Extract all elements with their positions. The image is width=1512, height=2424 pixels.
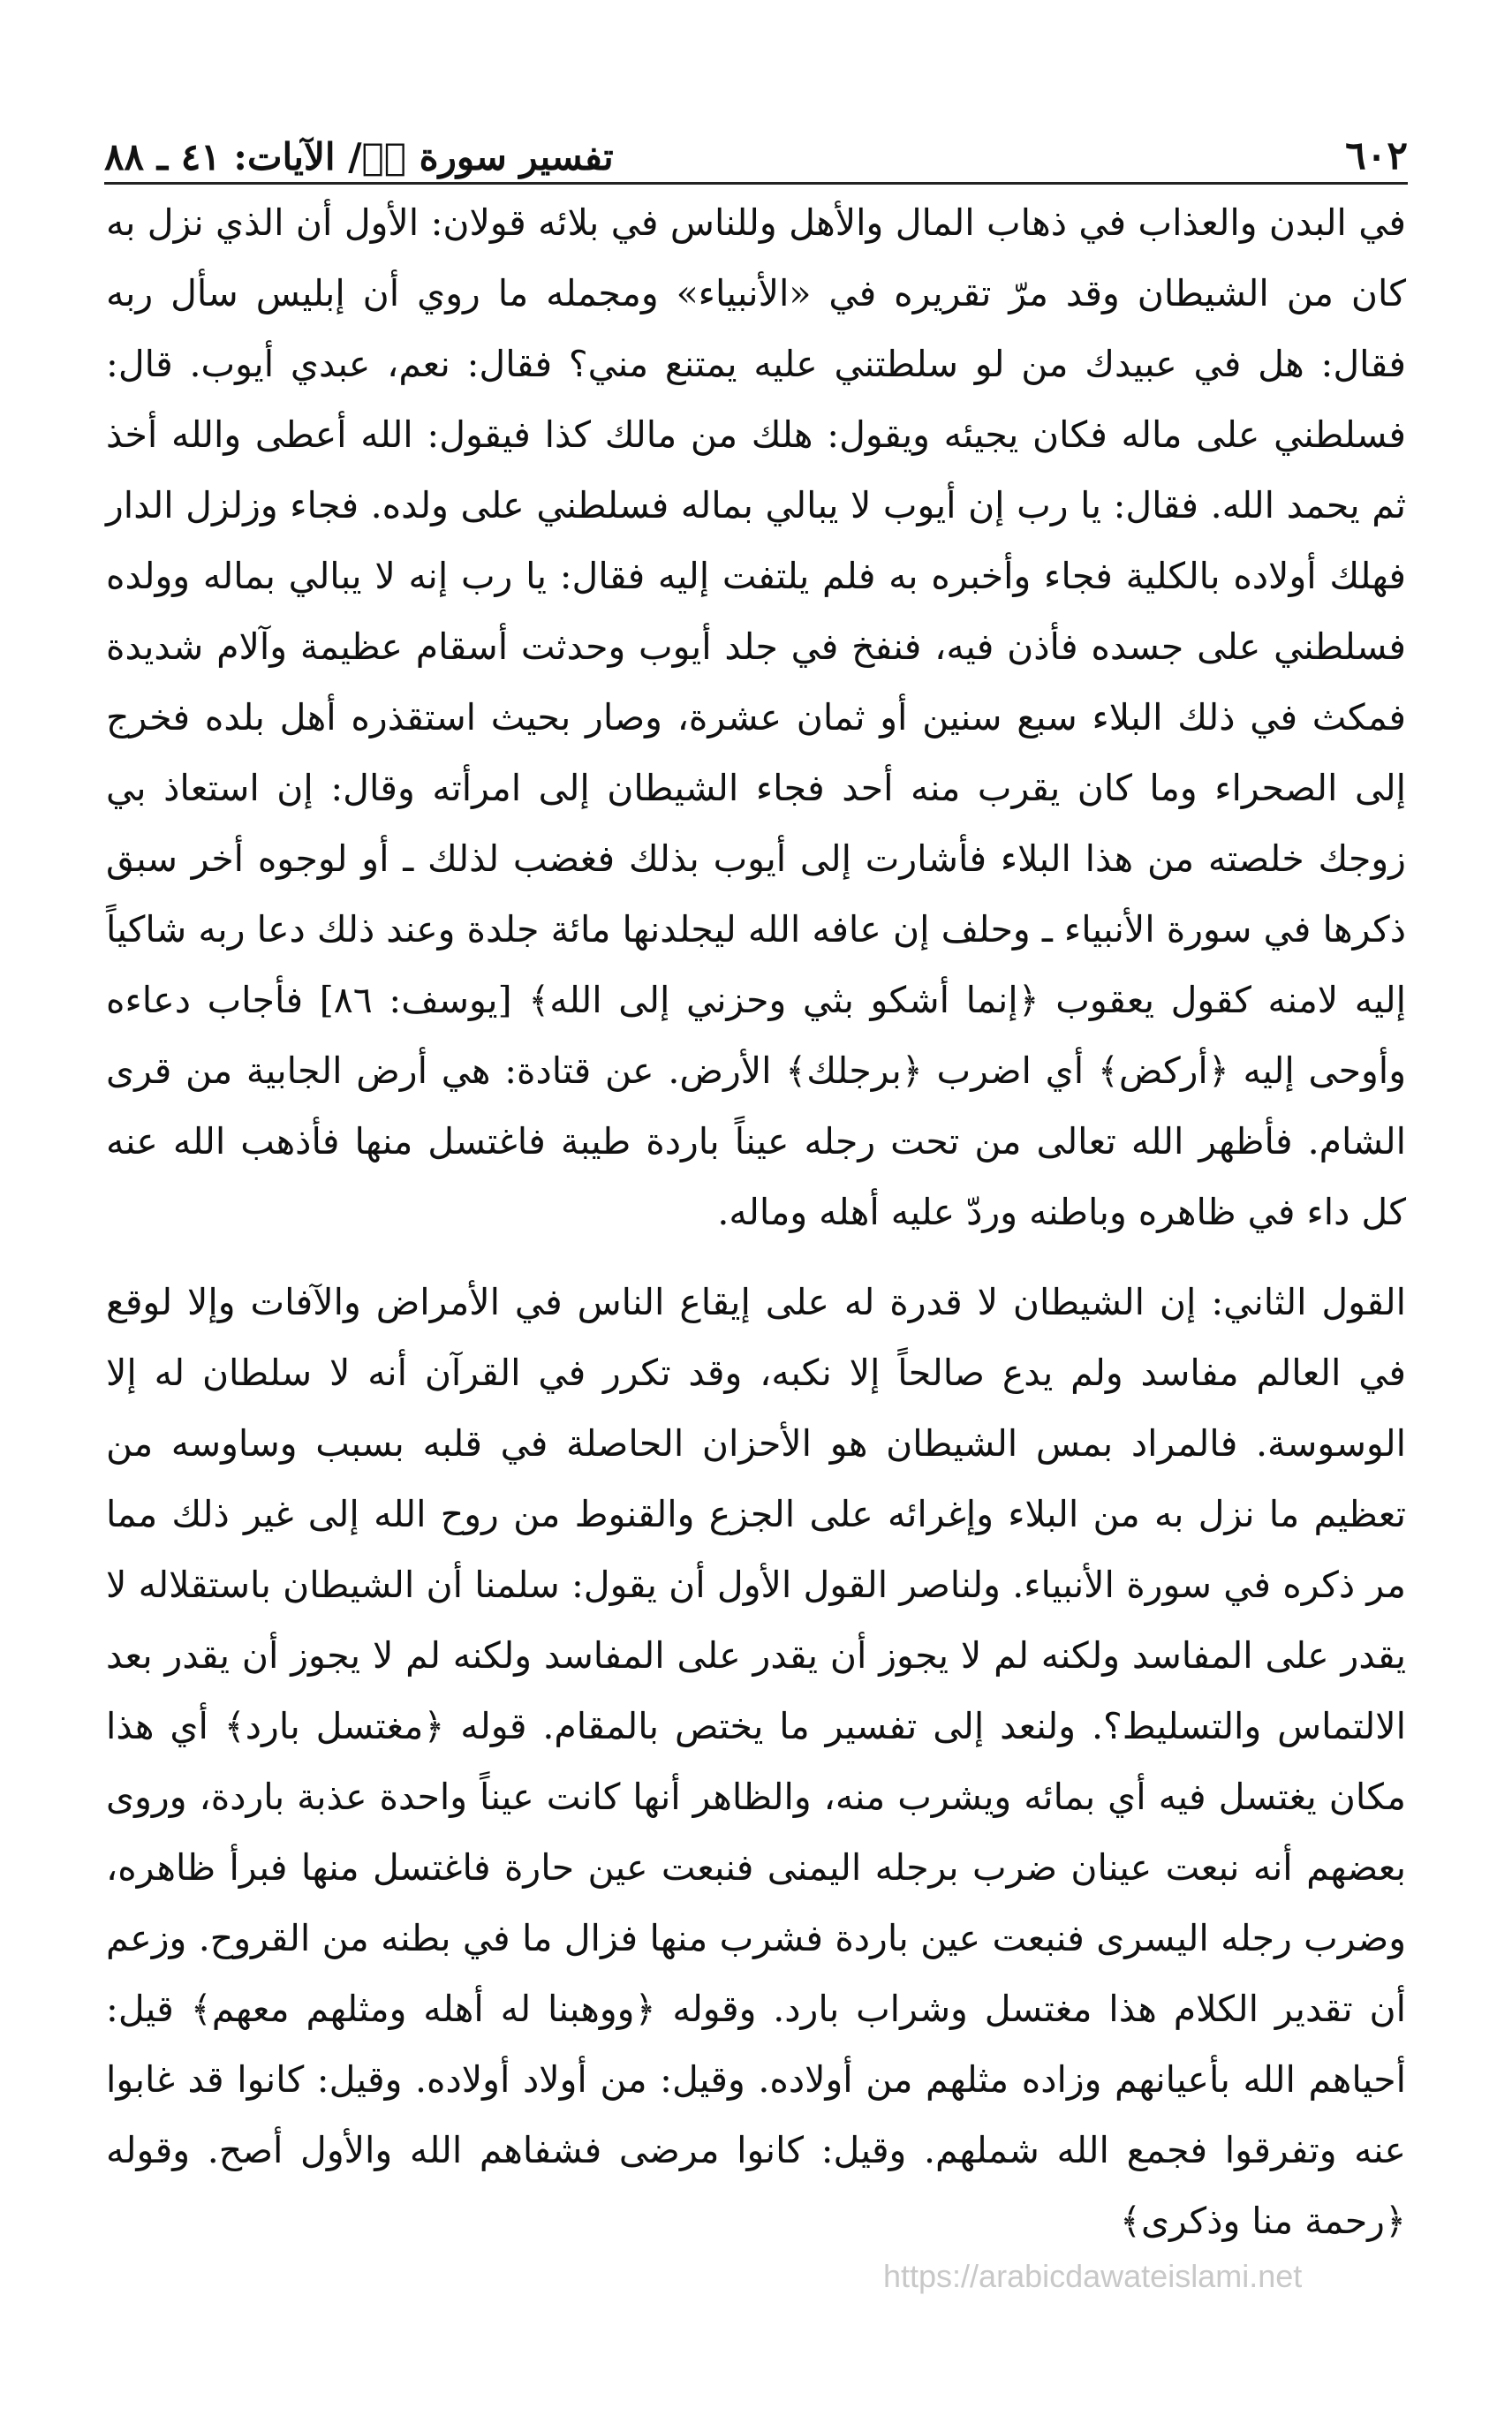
page-header (104, 117, 1408, 178)
page-number: ٦٠٢ (1345, 133, 1408, 178)
watermark-url: https://arabicdawateislami.net (883, 2258, 1303, 2294)
running-title: تفسير سورة صۤ/ الآيات: ٤١ ـ ٨٨ (104, 135, 614, 178)
body-text (106, 187, 1406, 2256)
paragraph-second: القول الثاني: إن الشيطان لا قدرة له على إيقاع الناس في الأمراض والآفات وإلا لوقع في العالم مفاسد ولم يدع صالحاً إلا نكبه، وقد تكرر في القرآن أنه لا سلطان له إلا الوسوسة. فالمراد بمس الشيطان هو الأحزان الحاصلة في قلبه بسبب وساوسه من تعظيم ما نزل به من البلاء وإغرائه على الجزع والقنوط من روح الله إلى غير ذلك مما مر ذكره في سورة الأنبياء. ولناصر القول الأول أن يقول: سلمنا أن الشيطان باستقلاله لا يقدر على المفاسد ولكنه لم لا يجوز أن يقدر على المفاسد ولكنه لم لا يجوز أن يقدر بعد الالتماس والتسليط؟. ولنعد إلى تفسير ما يختص بالمقام. قوله ﴿مغتسل بارد﴾ أي هذا مكان يغتسل فيه أي بمائه ويشرب منه، والظاهر أنها كانت عيناً واحدة عذبة باردة، وروى بعضهم أنه نبعت عينان ضرب برجله اليمنى فنبعت عين حارة فاغتسل منها فبرأ ظاهره، وضرب رجله اليسرى فنبعت عين باردة فشرب منها فزال ما في بطنه من القروح. وزعم أن تقدير الكلام هذا مغتسل وشراب بارد. وقوله ﴿ووهبنا له أهله ومثلهم معهم﴾ قيل: أحياهم الله بأعيانهم وزاده مثلهم من أولاده. وقيل: من أولاد أولاده. وقيل: كانوا قد غابوا عنه وتفرقوا فجمع الله شملهم. وقيل: كانوا مرضى فشفاهم الله والأول أصح. وقوله ﴿رحمة منا وذكرى﴾ (106, 1281, 1406, 2242)
paragraph-first: في البدن والعذاب في ذهاب المال والأهل وللناس في بلائه قولان: الأول أن الذي نزل به كان من الشيطان وقد مرّ تقريره في «الأنبياء» ومجمله ما روي أن إبليس سأل ربه فقال: هل في عبيدك من لو سلطتني عليه يمتنع مني؟ فقال: نعم، عبدي أيوب. قال: فسلطني على ماله فكان يجيئه ويقول: هلك من مالك كذا فيقول: الله أعطى والله أخذ ثم يحمد الله. فقال: يا رب إن أيوب لا يبالي بماله فسلطني على ولده. فجاء وزلزل الدار فهلك أولاده بالكلية فجاء وأخبره به فلم يلتفت إليه فقال: يا رب إنه لا يبالي بماله وولده فسلطني على جسده فأذن فيه، فنفخ في جلد أيوب وحدثت أسقام عظيمة وآلام شديدة فمكث في ذلك البلاء سبع سنين أو ثمان عشرة، وصار بحيث استقذره أهل بلده فخرج إلى الصحراء وما كان يقرب منه أحد فجاء الشيطان إلى امرأته وقال: إن استعاذ بي زوجك خلصته من هذا البلاء فأشارت إلى أيوب بذلك فغضب لذلك ـ أو لوجوه أخر سبق ذكرها في سورة الأنبياء ـ وحلف إن عافه الله ليجلدنها مائة جلدة وعند ذلك دعا ربه شاكياً إليه لامنه كقول يعقوب ﴿إنما أشكو بثي وحزني إلى الله﴾ [يوسف: ٨٦] فأجاب دعاءه وأوحى إليه ﴿أركض﴾ أي اضرب ﴿برجلك﴾ الأرض. عن قتادة: هي أرض الجابية من قرى الشام. فأظهر الله تعالى من تحت رجله عيناً باردة طيبة فاغتسل منها فأذهب الله عنه كل داء في ظاهره وباطنه وردّ عليه أهله وماله. (106, 201, 1407, 1233)
header-divider (104, 182, 1408, 185)
